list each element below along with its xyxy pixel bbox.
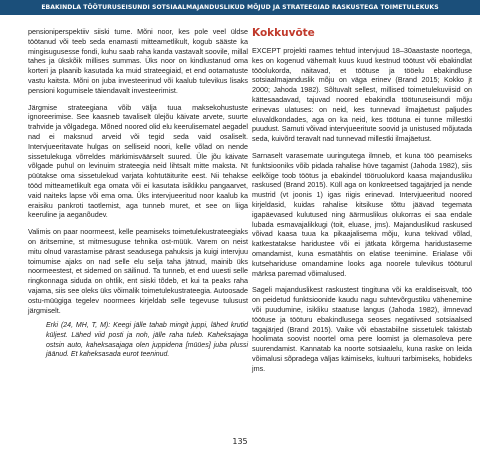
body-paragraph: Valimis on paar noormeest, kelle peamiseks toimetulekustrateegiaks on äritsemine, st mitmesuguse tehnika ost-müük. Varem on neist mitu olnud varastamise pärast seadusega pahuksis ja kuigi intervjuu toimumise ajaks on nad selle elu selja taha jätnud, mainib üks noormeestest, et sidemed on säilinud. Ta tunneb, et end uuesti selle ringkonnaga siduda on ohtlik, ent siiski tõdeb, et kui ta peaks raha vajama, siis see oleks üks võimalik toimetulekustrateegia. Autoosade ostu-müügiga tegelev noormees kirjeldab selle tegevuse tulusust järgmiselt.: [28, 227, 248, 315]
interview-quote: Erki (24, MH, T, M): Keegi jälle tahab mingit juppi, lähed krutid küljest. Lähed viid posti ja noh, jälle raha tuleb. Kaheksajaga ostsin auto, kaheksasajaga olen juppidena [müües] juba plussi jäänud. Et kaheksasada eurot teeninud.: [46, 322, 248, 359]
body-paragraph: Sageli majanduslikest raskustest tingituna või ka eraldiseisvalt, töö on peidetud funktsioonide kaudu nagu suhtevõrgustiku vähenemine või puudumine, isikliku staatuse langus (Jahoda 1982), ilmnevad töötuse ja tööturu ebakindlusega seoses negatiivsed sotsiaalsed tagajärjed (Brand 2015). Vaike või ebastabiilne sissetulek takistab hoolimata soovist noortel oma pere loomist ja olemasoleva pere suurendamist. Kannatab ka noorte sotsiaalelu, kuna raske on leida võimalusi sõpradega väljas käimiseks, kultuuri tarbimiseks, hobideks jms.: [252, 285, 472, 373]
section-title: Kokkuvõte: [252, 27, 315, 39]
body-paragraph: pensioniperspektiiv siiski tume. Mõni noor, kes pole veel üldse töötanud või teeb seda enamasti mitteametlikult, kogub sääste ka mingisugusesse fondi, kuhu saab raha kanda vastavalt soovile, millal tahes ja ükskõik millises summas. Üks noor on kindlustanud oma korteri ja plaanib kasutada ka muid strateegiaid, et end ootamatuste vastu kaitsta. Mõni on juba investeerinud või kaalub tulevikus lisaks pensioni kogumisele täiendavalt investeerimist.: [28, 27, 248, 95]
right-column: [252, 27, 472, 381]
body-paragraph: Järgmise strateegiana võib välja tuua maksekohustuste ignoreerimise. See kaasneb tavaliselt ülejõu käivate arvete, suurte trahvide ja võlgadega. Mõned noored olid elu keerulisematel aegadel nad ei maksnud arveid või tegid seda vaid osaliselt. Intervjueeritavate hulgas on selliseid noori, kelle võlad on nende sissetulekuga võrreldes märkimisväärselt suured. Üle jõu käivate võlgade puhul on levinuim strateegia neid lihtsalt mitte maksta. Nt püütakse oma sissetulekud varjata kohtutäiturite eest. Nii tehakse tööd mitteametlikult ega omata või ei kasutata isiklikku pangaarvet, vaid naiteks lapse või ema oma. Üks intervjueeritud noor kaalub ka eraisiku pankroti taotlemist, aga tunneb muret, et see on liiga keeruline ja aeganõudev.: [28, 102, 248, 220]
page-number: 135: [232, 437, 248, 446]
body-paragraph: EXCEPT projekti raames tehtud intervjuud 18–30aastaste noortega, kes on kogenud vähemalt kuus kuud kestnud töötust või ebakindlat tööolukorda, näitavad, et töötuse ja tööelu ebakindluse sotsiaalmajanduslik mõju on väga erinev (Brand 2015; Kokko jt 2000; Jahoda 1982). Sõltuvalt sellest, millised toimetulekuviisid on kättesaadavad, tajuvad noored ebakindla tööturuseisundi mõju erinevas ulatuses: on neid, kes tunnevad ilmajäetust paljudes eluvaldkondades, aga on ka neid, kes töötuna ei tunne millestki puudust. Samuti võivad intervjueeritute soovid ja unistused mõjutada seda, kuivõrd teravalt nad tunnevad millestki ilmajäetust.: [252, 46, 472, 144]
body-paragraph: Sarnaselt varasemate uuringutega ilmneb, et kuna töö peamiseks funktsiooniks võib pidada rahalise hüve tagamist (Jahoda 1982), siis eelkõige toob töötus ja ebakindel tööruolukord kaasa majandusliku raskused (Brand 2015). Küll aga on konkreetsed tagajärjed ja nende mustrid (vt joonis 1) igas riigis erinevad. Intervjueeritud noored kirjeldasid, kuidas rahalise kitsikuse tõttu jäävad tegemata igapäevased kulutused ning äärmuslikus olukorras ei saa endale lubada esmavajalikkugi (toit, eluase, jms). Majanduslikud raskused võivad kaasa tuua ka pikaajalisema mõju, kuna tekivad võlad, katkestatakse haridustee või ei jätkata kõrgema haridustaseme omandamist, kuna esmatähtis on elatise teenimine. Erialase või kutsehariduse omandamine looks aga noorele tulevikus tööturul märksa paremad võimalused.: [252, 150, 472, 278]
running-header: EBAKINDLA TÖÖTURUSEISUNDI SOTSIAALMAJANDUSLIKUD MÕJUD JA STRATEEGIAD RASKUSTEGA TOIMETULEKUKS: [0, 0, 480, 15]
left-column: [28, 27, 248, 360]
